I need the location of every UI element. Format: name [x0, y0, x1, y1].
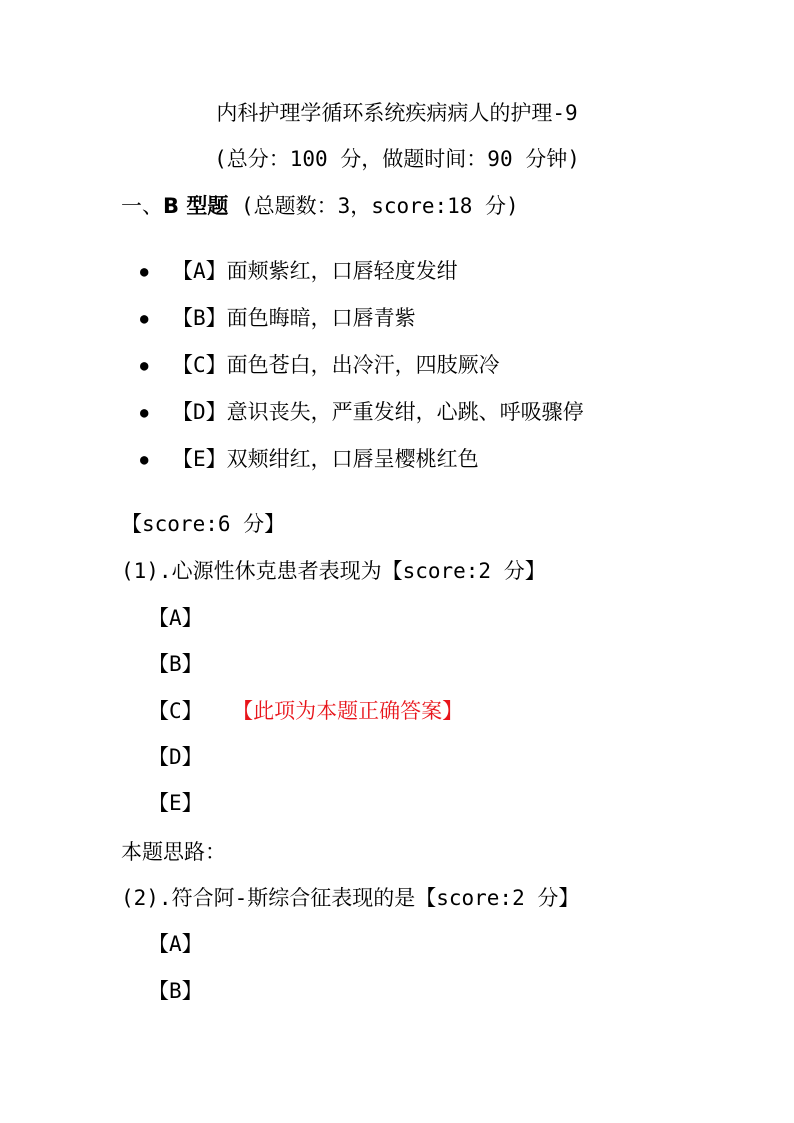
group-score: 【score:6 分】 [121, 512, 286, 536]
option-text: 【D】意识丧失，严重发绀，心跳、呼吸骤停 [172, 400, 584, 424]
list-item [140, 255, 584, 302]
question-1-option-d: 【D】 [148, 745, 203, 769]
section-heading [121, 191, 519, 221]
shared-option-list [140, 255, 584, 490]
list-item [140, 443, 584, 490]
option-text: 【A】面颊紫红，口唇轻度发绀 [172, 259, 458, 283]
page-title: 内科护理学循环系统疾病病人的护理-9 [216, 101, 578, 125]
bullet-icon: ● [140, 405, 149, 421]
list-item [140, 349, 584, 396]
analysis-label: 本题思路： [121, 840, 226, 864]
option-text: 【B】面色晦暗，口唇青紫 [172, 306, 416, 330]
option-text: 【C】面色苍白，出冷汗，四肢厥冷 [172, 353, 500, 377]
section-prefix: 一、 [121, 194, 163, 218]
question-2-stem: (2).符合阿-斯综合征表现的是【score:2 分】 [121, 886, 580, 910]
bullet-icon: ● [140, 311, 149, 327]
question-1-stem: (1).心源性休克患者表现为【score:2 分】 [121, 559, 546, 583]
question-1-option-e: 【E】 [148, 791, 203, 815]
question-2-option-a: 【A】 [148, 932, 203, 956]
question-1-option-b: 【B】 [148, 652, 203, 676]
bullet-icon: ● [140, 358, 149, 374]
option-text: 【E】双颊绀红，口唇呈樱桃红色 [172, 447, 479, 471]
option-label: 【C】 [148, 699, 203, 723]
bullet-icon: ● [140, 452, 149, 468]
bullet-icon: ● [140, 264, 149, 280]
page-subtitle: (总分：100 分，做题时间：90 分钟) [214, 147, 580, 171]
question-1-option-a: 【A】 [148, 606, 203, 630]
correct-answer-note: 【此项为本题正确答案】 [242, 699, 464, 723]
section-meta: (总题数：3，score:18 分) [240, 194, 519, 218]
question-2-option-b: 【B】 [148, 979, 203, 1003]
question-1-option-c [148, 696, 463, 726]
list-item [140, 302, 584, 349]
list-item [140, 396, 584, 443]
section-name: B 型题 [163, 194, 229, 218]
